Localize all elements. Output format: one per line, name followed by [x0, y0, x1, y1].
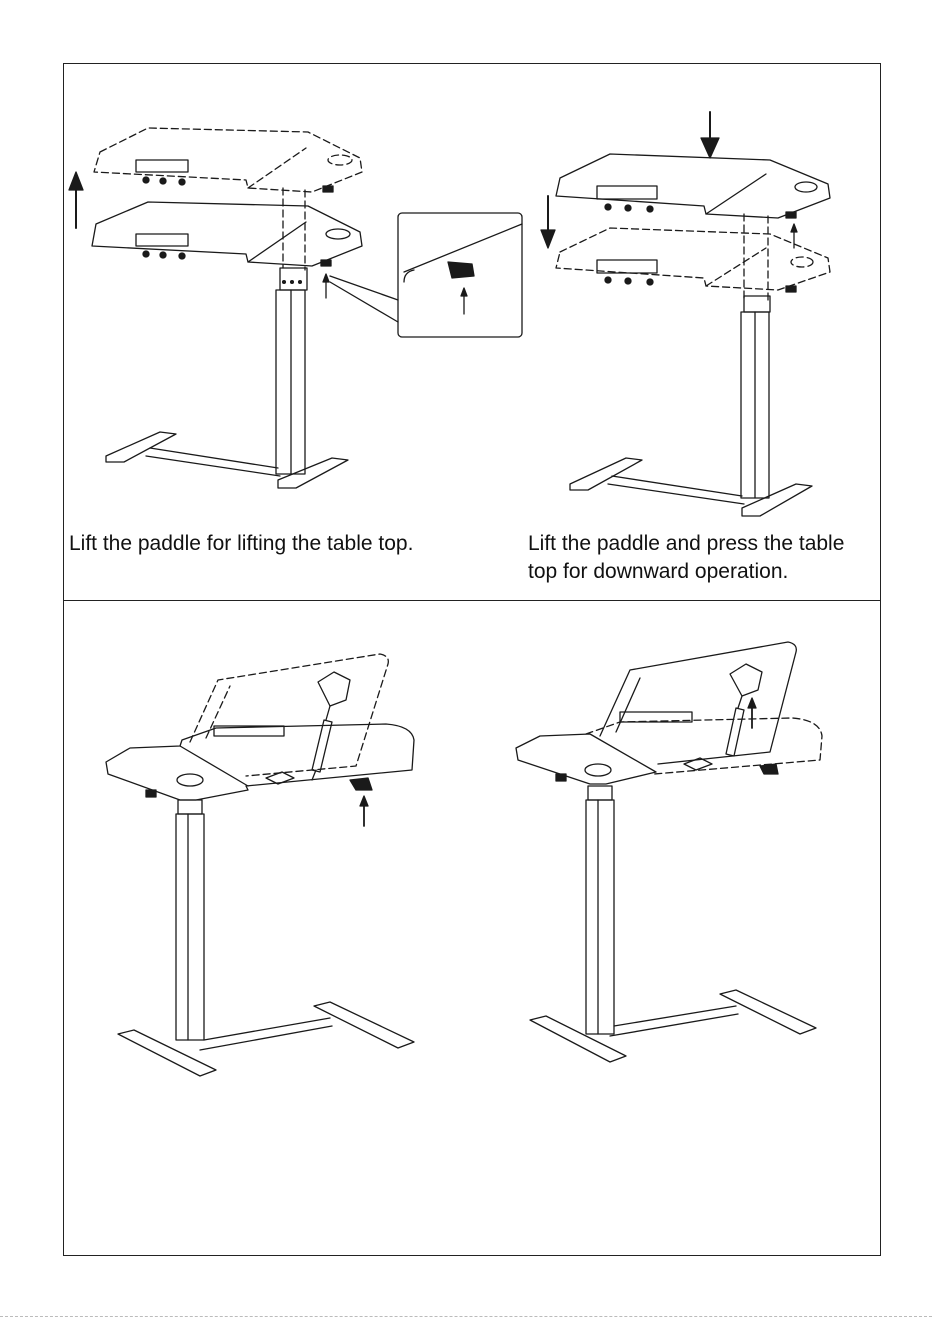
desk-column-right-bottom: [586, 786, 614, 1034]
lowered-bracket: [597, 260, 796, 292]
desk-column-right: [741, 296, 770, 498]
gas-spring-right: [726, 664, 762, 756]
desk-column: [276, 268, 307, 474]
lift-caption: Lift the paddle for lifting the table top.: [69, 532, 414, 555]
desk-tilt-illustration-right: [516, 642, 822, 1062]
desk-lower-illustration: [541, 112, 830, 516]
desk-lift-illustration: [69, 128, 522, 488]
desk-base-right-bottom: [530, 990, 816, 1062]
lower-caption: Lift the paddle and press the table top for downward operation.: [528, 532, 845, 583]
desk-base: [106, 432, 348, 488]
raised-bracket: [136, 160, 333, 192]
desk-base-right: [570, 458, 812, 516]
down-arrow-top-icon: [701, 112, 719, 158]
desk-column-left: [176, 800, 204, 1040]
tilted-top-dashed: [190, 654, 388, 776]
paddle-arrow-icon: [323, 274, 329, 298]
tilted-top: [600, 642, 796, 764]
table-top-upper: [556, 154, 830, 248]
down-arrow-side-icon: [541, 196, 555, 248]
up-arrow-icon: [69, 172, 83, 228]
page-bottom-edge: [0, 1316, 932, 1317]
paddle-arrow-left-icon: [350, 778, 372, 826]
desk-tilt-illustration-left: [106, 654, 414, 1076]
desk-base-left: [118, 1002, 414, 1076]
table-top: [92, 202, 362, 266]
